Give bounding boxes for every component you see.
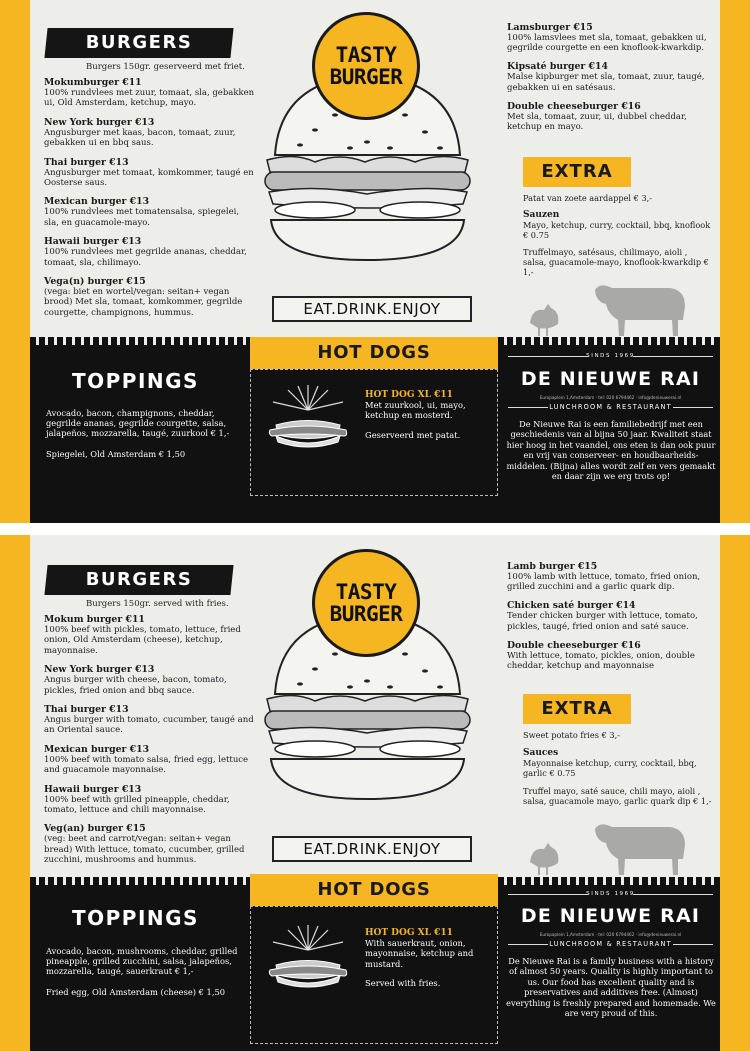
burgers-heading: [44, 28, 233, 58]
menu-item: [44, 157, 256, 189]
restaurant-name: DE NIEUWE RAI: [520, 368, 701, 390]
item-name: Mexican burger €13: [44, 743, 150, 755]
item-name: Mokum burger €11: [44, 614, 145, 625]
burger-list-right: [507, 22, 715, 140]
yellow-side-bar-right: [720, 0, 750, 523]
sauces-basic: Mayo, ketchup, curry, cocktail, bbq, knoflook € 0.75: [523, 220, 711, 240]
item-name: Double cheeseburger €16: [507, 100, 641, 112]
hot-dog-details: [365, 928, 490, 988]
menu-item: [44, 276, 256, 318]
item-name: Chicken saté burger €14: [507, 600, 636, 612]
burgers-heading-text: BURGERS: [85, 32, 193, 53]
menu-item: [44, 784, 256, 816]
burger-list-left: [44, 77, 256, 326]
toppings-list: [46, 408, 244, 459]
hot-dog-name: HOT DOG XL €11: [365, 390, 453, 400]
burgers-subtitle: Burgers 150gr. served with fries.: [86, 599, 229, 609]
restaurant-story: De Nieuwe Rai is a family business with a history of almost 50 years. Quality is highly important to us. Our food has excellent quality and is preservatives and additives free. (Almost) everything is freshly prepared and homemade. We are very proud of this.: [506, 956, 716, 1019]
sauces-heading: Sauzen: [523, 210, 560, 220]
menu-item: [507, 640, 715, 671]
item-desc: Angus burger with tomato, cucumber, taugé and an Oriental sauce.: [44, 715, 254, 736]
lunchroom-label: LUNCHROOM & RESTAURANT: [508, 403, 713, 411]
menu-item: [507, 600, 715, 631]
menu-item: [44, 614, 256, 656]
menu-item: [44, 196, 256, 228]
yellow-side-bar-left: [0, 535, 30, 1051]
menu-item: [44, 77, 256, 109]
hot-dog-desc: Met zuurkool, ui, mayo, ketchup en mosterd.: [365, 400, 466, 421]
burgers-heading: [44, 565, 233, 595]
extra-fries: Sweet potato fries € 3,-: [523, 730, 620, 740]
item-name: Veg(an) burger €15: [44, 823, 146, 835]
menu-item: [507, 61, 715, 92]
hot-dog-desc: With sauerkraut, onion, mayonnaise, ketchup and mustard.: [365, 938, 474, 969]
tasty-burger-logo: [312, 12, 420, 120]
toppings-basic: Avocado, bacon, champignons, cheddar, gegrilde ananas, gegrilde courgette, salsa, jalapeños, mozzarella, taugé, zuurkool € 1,-: [46, 408, 230, 439]
item-desc: (veg: beet and carrot/vegan: seitan+ vegan bread) With lettuce, tomato, cucumber, grilled zucchini, mushrooms and hummus.: [44, 834, 245, 866]
item-desc: With lettuce, tomato, pickles, onion, double cheddar, ketchup and mayonnaise: [507, 650, 695, 672]
item-name: Mexican burger €13: [44, 196, 150, 208]
item-desc: Tender chicken burger with lettuce, tomato, pickles, taugé, fried onion and saté sauce.: [507, 611, 698, 632]
toppings-heading: TOPPINGS: [72, 906, 199, 930]
hot-dogs-heading: HOT DOGS: [250, 874, 498, 906]
item-name: Thai burger €13: [44, 156, 129, 168]
menu-item: [44, 664, 256, 696]
tasty-burger-logo: [312, 549, 420, 657]
since-badge: SINDS 1969: [508, 353, 713, 361]
logo-line-2: BURGER: [329, 65, 403, 89]
logo-line-2: BURGER: [329, 602, 403, 626]
restaurant-address: Europaplein 1,Amsterdam · tel: 020 6794462 · info@denieuwerai.nl: [539, 395, 682, 400]
sauces-heading: Sauces: [523, 748, 559, 758]
burger-list-right: [507, 561, 715, 679]
item-desc: Angusburger met kaas, bacon, tomaat, zuur, gebakken ui en bbq saus.: [44, 127, 236, 149]
extra-items: [523, 730, 713, 806]
item-name: Hawaii burger €13: [44, 236, 142, 248]
item-name: Lamsburger €15: [507, 22, 593, 33]
lunchroom-label: LUNCHROOM & RESTAURANT: [508, 940, 713, 948]
restaurant-address: Europaplein 1,Amsterdam · tel: 020 6794462 · info@denieuwerai.nl: [539, 932, 682, 937]
toppings-premium: Spiegelei, Old Amsterdam € 1,50: [46, 448, 186, 459]
menu-english: [0, 535, 750, 1051]
toppings-basic: Avocado, bacon, mushrooms, cheddar, grilled pineapple, grilled zucchini, salsa, jalapeños, mozzarella, taugé, sauerkraut € 1,-: [46, 946, 238, 977]
restaurant-story: De Nieuwe Rai is een familiebedrijf met een geschiedenis van al bijna 50 jaar. Kwaliteit staat hier hoog in het vaandel, ons eten is dan ook puur en vrij van conserveer- en houdbaarheids-middelen. (Bijna) alles wordt zelf en vers gemaakt en daar zijn we erg trots op!: [506, 419, 716, 482]
item-desc: 100% beef with tomato salsa, fried egg, lettuce and guacamole mayonnaise.: [44, 754, 249, 776]
burgers-heading-text: BURGERS: [85, 569, 193, 590]
item-name: Lamb burger €15: [507, 561, 598, 572]
item-desc: Met sla, tomaat, zuur, ui, dubbel cheddar, ketchup en mayo.: [507, 111, 687, 133]
hot-dogs-heading: HOT DOGS: [250, 337, 498, 369]
toppings-list: [46, 946, 244, 997]
sauces-basic: Mayonnaise ketchup, curry, cocktail, bbq, garlic € 0.75: [523, 758, 697, 778]
item-desc: Malse kipburger met sla, tomaat, zuur, taugé, gebakken ui en satésaus.: [507, 72, 705, 93]
menu-item: [44, 704, 256, 736]
item-name: New York burger €13: [44, 664, 155, 676]
item-desc: 100% beef with grilled pineapple, cheddar, tomato, lettuce and chili mayonnaise.: [44, 794, 230, 816]
hot-dog-note: Served with fries.: [365, 977, 441, 988]
hot-dog-details: [365, 390, 490, 440]
burger-list-left: [44, 614, 256, 874]
hot-dog-illustration: [258, 920, 358, 1000]
extra-heading: EXTRA: [523, 157, 631, 187]
hot-dog-illustration: [258, 380, 358, 460]
item-desc: Angus burger with cheese, bacon, tomato, pickles, fried onion and bbq sauce.: [44, 675, 227, 696]
item-desc: 100% rundvlees met gegrilde ananas, cheddar, tomaat, sla, chilimayo.: [44, 247, 247, 268]
chicken-and-cow-illustration: [520, 817, 700, 879]
burgers-subtitle: Burgers 150gr. geserveerd met friet.: [86, 62, 245, 72]
logo-line-1: TASTY: [335, 580, 397, 604]
hot-dog-note: Geserveerd met patat.: [365, 429, 461, 440]
sauces-premium: Truffel mayo, saté sauce, chili mayo, aioli , salsa, guacamole mayo, garlic quark dip € 1,-: [523, 786, 712, 806]
since-badge: SINDS 1969: [508, 891, 713, 899]
item-desc: 100% beef with pickles, tomato, lettuce, fried onion, Old Amsterdam (cheese), ketchup, mayonnaise.: [44, 625, 241, 656]
item-name: Thai burger €13: [44, 704, 129, 716]
toppings-premium: Fried egg, Old Amsterdam (cheese) € 1,50: [46, 986, 226, 997]
yellow-side-bar-left: [0, 0, 30, 523]
menu-item: [507, 561, 715, 592]
chicken-and-cow-illustration: [520, 278, 700, 340]
item-desc: 100% rundvlees met zuur, tomaat, sla, gebakken ui, Old Amsterdam, ketchup, mayo.: [44, 88, 255, 109]
item-name: Hawaii burger €13: [44, 783, 142, 795]
item-desc: (vega: biet en wortel/vegan: seitan+ vegan brood) Met sla, tomaat, komkommer, gegrilde courgette, champignons, hummus.: [44, 287, 243, 318]
yellow-side-bar-right: [720, 535, 750, 1051]
slogan-ribbon: EAT.DRINK.ENJOY: [272, 836, 472, 862]
item-desc: Angusburger met tomaat, komkommer, taugé en Oosterse saus.: [44, 167, 254, 189]
extra-fries: Patat van zoete aardappel € 3,-: [523, 193, 653, 203]
menu-item: [507, 22, 715, 53]
menu-item: [44, 744, 256, 776]
menu-item: [44, 823, 256, 865]
item-name: Vega(n) burger €15: [44, 276, 146, 288]
restaurant-name: DE NIEUWE RAI: [520, 905, 701, 927]
menu-item: [44, 236, 256, 268]
toppings-heading: TOPPINGS: [72, 369, 199, 393]
item-desc: 100% lamb with lettuce, tomato, fried onion, grilled zucchini and a garlic quark dip.: [507, 572, 701, 593]
item-name: Mokumburger €11: [44, 77, 142, 88]
item-name: New York burger €13: [44, 116, 155, 128]
menu-item: [44, 117, 256, 149]
menu-item: [507, 101, 715, 132]
item-desc: 100% rundvlees met tomatensalsa, spiegelei, sla, en guacamole-mayo.: [44, 207, 240, 228]
sauces-premium: Truffelmayo, satésaus, chilimayo, aioli , salsa, guacamole-mayo, knoflook-kwarkdip € 1,-: [523, 247, 709, 277]
menu-dutch: [0, 0, 750, 523]
item-name: Kipsaté burger €14: [507, 61, 608, 73]
item-name: Double cheeseburger €16: [507, 639, 641, 651]
extra-items: [523, 193, 713, 277]
hot-dog-name: HOT DOG XL €11: [365, 928, 453, 938]
extra-heading: EXTRA: [523, 694, 631, 724]
slogan-ribbon: EAT.DRINK.ENJOY: [272, 296, 472, 322]
logo-line-1: TASTY: [335, 43, 397, 67]
item-desc: 100% lamsvlees met sla, tomaat, gebakken ui, gegrilde courgette en een knoflook-kwarkdip.: [507, 33, 707, 54]
